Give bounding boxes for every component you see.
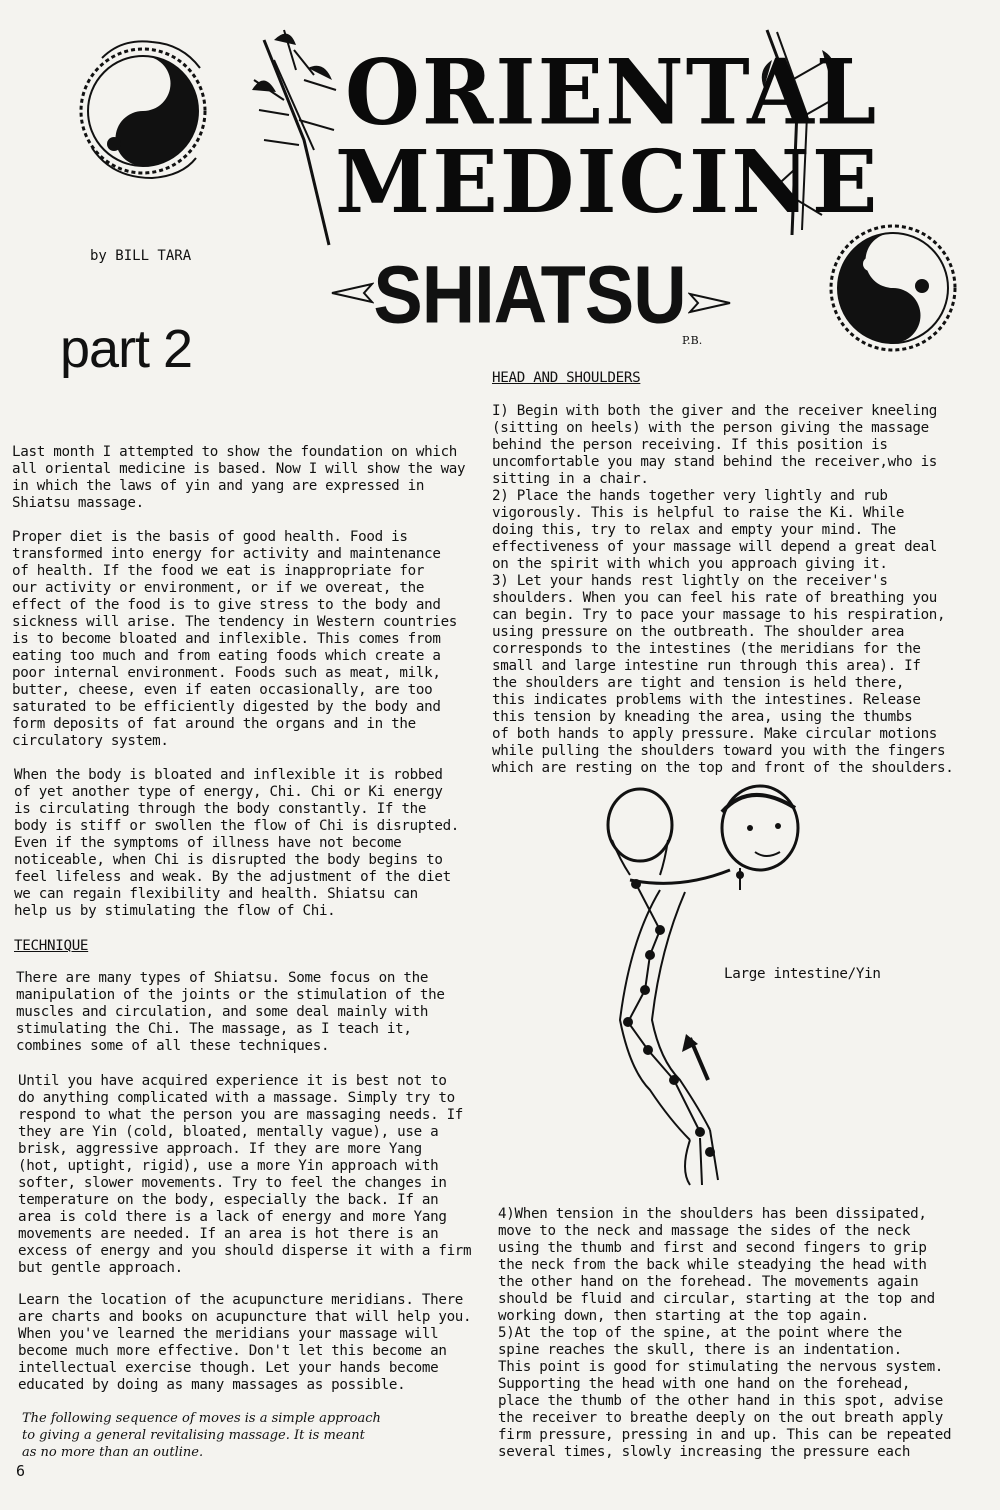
sequence-note: The following sequence of moves is a simple approach to giving a general revitalising massage. It is meant as no more than an outline. [22,1411,381,1460]
title-oriental: ORIENTAL [345,39,879,146]
yin-yang-icon-left [72,28,214,190]
byline: by BILL TARA [90,248,192,264]
chi-paragraph: When the body is bloated and inflexible it is robbed of yet another type of energy, Chi. Chi or Ki energy is circulating through the body constantly. If the body is stiff or swollen the flow of Chi is disrupted. Even if the symptoms of illness have not become noticeable, when Chi is disrupted the body begins to feel lifeless and weak. By the adjustment of the diet we can regain flexibility and health. Shiatsu can help us by stimulating the flow of Chi. [14,767,460,919]
meridians-paragraph: Learn the location of the acupuncture meridians. There are charts and books on acupuncture that will help you. When you've learned the meridians your massage will become much more effective. Don't let this become an intellectual exercise though. Let your hands become educated by doing as many massages as possible. [18,1292,472,1393]
head-shoulders-heading: HEAD AND SHOULDERS [492,370,641,386]
arrow-left-icon [330,282,374,304]
massage-figure-illustration [590,780,820,1190]
technique-paragraph: There are many types of Shiatsu. Some focus on the manipulation of the joints or the stimulation of the muscles and circulation, and some deal mainly with stimulating the Chi. The massage, as I teach it, combines some of all these techniques. [16,970,445,1054]
steps-4-5-paragraph: 4)When tension in the shoulders has been dissipated, move to the neck and massage the sides of the neck using the thumb and first and second fingers to grip the neck from the back while steadying the head with the other hand on the forehead. The movements again should be fluid and circular, starting at the top and working down, then starting at the top again. 5)At the top of the spine, at the point where the spine reaches the skull, there is an indentation. This point is good for stimulating the nervous system. Supporting the head with one hand on the forehead, place the thumb of the other hand in this spot, advise the receiver to breathe deeply on the out breath apply firm pressure, pressing in and up. This can be repeated several times, slowly increasing the pressure each [498,1206,952,1460]
part-number: part 2 [60,319,193,379]
experience-paragraph: Until you have acquired experience it is best not to do anything complicated with a massage. Simply try to respond to what the person you are massaging needs. If they are Yin (cold, bloated, mentally vague), use a brisk, aggressive approach. If they are more Yang (hot, uptight, rigid), use a more Yin approach with softer, slower movements. Try to feel the changes in temperature on the body, especially the back. If an area is cold there is a lack of energy and more Yang movements are needed. If an area is hot there is an excess of energy and you should disperse it with a firm but gentle approach. [18,1073,472,1276]
arrow-right-icon [688,292,732,314]
steps-1-3-paragraph: I) Begin with both the giver and the receiver kneeling (sitting on heels) with the person giving the massage behind the person receiving. If this position is uncomfortable you may stand behind the receiver,who is sitting in a chair. 2) Place the hands together very lightly and rub vigorously. This is helpful to raise the Ki. While doing this, try to relax and empty your mind. The effectiveness of your massage will depend a great deal on the spirit with which you approach giving it. 3) Let your hands rest lightly on the receiver's shoulders. When you can feel his rate of breathing you can begin. Try to pace your massage to his respiration, using pressure on the outbreath. The shoulder area corresponds to the intestines (the meridians for the small and large intestine run through this area). If the shoulders are tight and tension is held there, this indicates problems with the intestines. Release this tension by kneading the area, using the thumbs of both hands to apply pressure. Make circular motions while pulling the shoulders toward you with the fingers which are resting on the top and front of the shoulders. [492,403,954,776]
technique-heading: TECHNIQUE [14,938,89,954]
page-number: 6 [16,1462,26,1480]
intro-paragraph: Last month I attempted to show the foundation on which all oriental medicine is based. Now I will show the way in which the laws of yin and yang are expressed in Shiatsu massage. [12,444,466,511]
diet-paragraph: Proper diet is the basis of good health. Food is transformed into energy for activity and maintenance of health. If the food we eat is inappropriate for our activity or environment, or if we overeat, the effect of the food is to give stress to the body and sickness will arise. The tendency in Western countries is to become bloated and inflexible. This comes from eating too much and from eating foods which create a poor internal environment. Foods such as meat, milk, butter, cheese, even if eaten occasionally, are too saturated to be efficiently digested by the body and form deposits of fat around the organs and in the circulatory system. [12,529,458,749]
title-medicine: MEDICINE [335,132,880,233]
artist-initials: P.B. [682,334,703,347]
subtitle-shiatsu: SHIATSU [373,248,686,341]
figure-caption: Large intestine/Yin [724,966,881,982]
